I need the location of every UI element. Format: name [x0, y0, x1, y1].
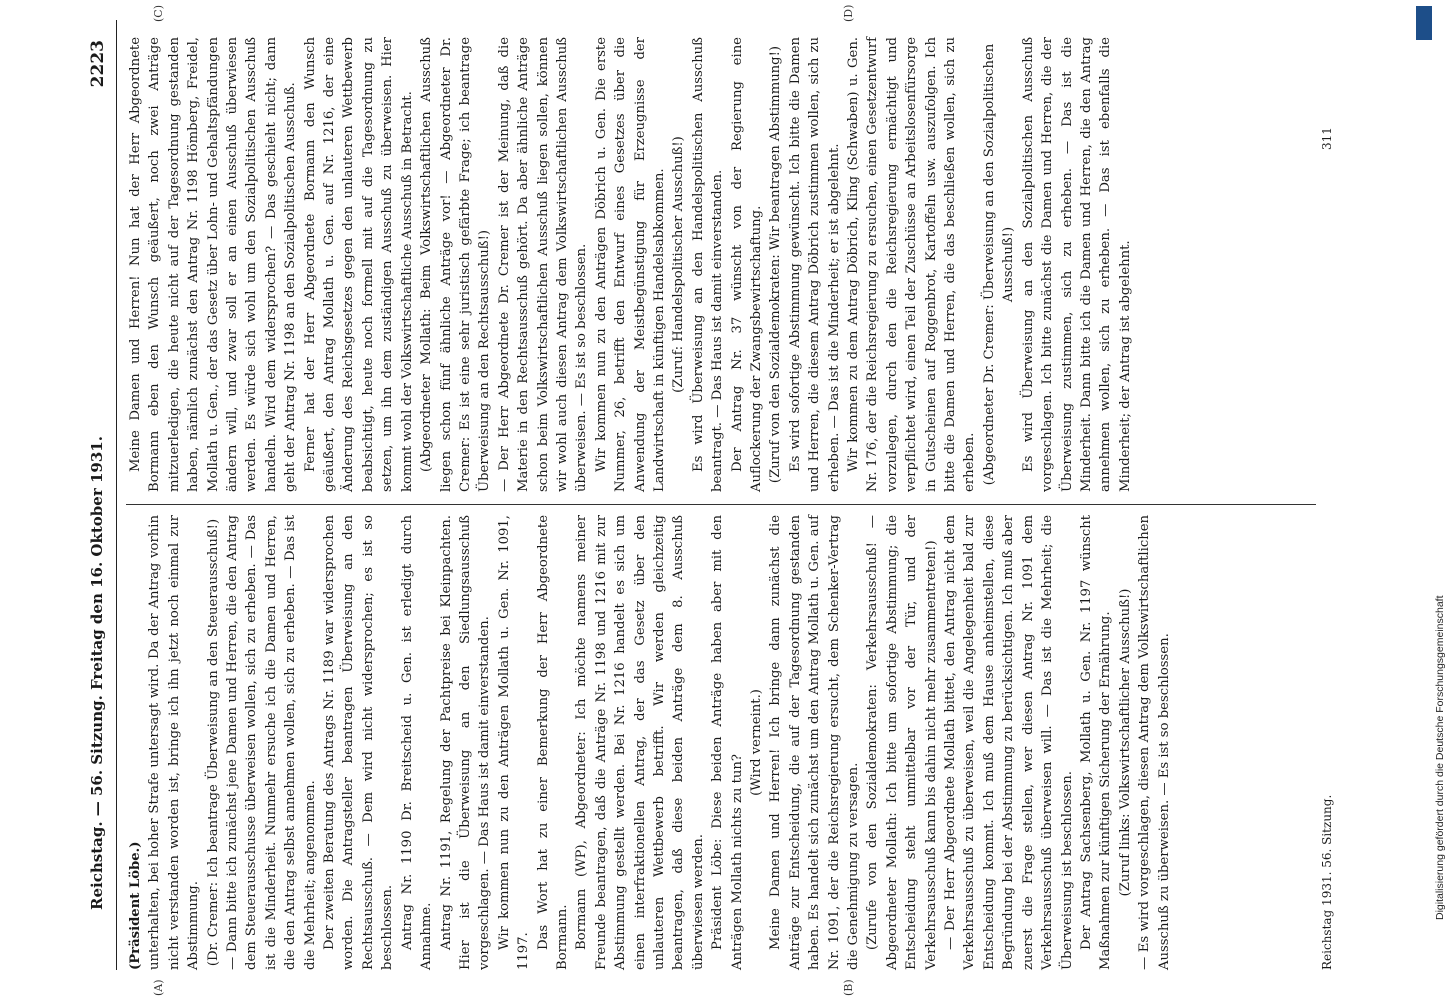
margin-mark-a: (A) [152, 979, 165, 996]
right-column-paragraph: Meine Damen und Herren! Nun hat der Herr Abgeordnete Bormann eben den Wunsch geäußert, noch zwei Anträge mitzuerledigen, die heute nicht auf der Tagesordnung gestanden haben, nämlich zunächst den Antrag Nr. 1198 Hömberg, Freidel, Mollath u. Gen., der das Gesetz über Lohn- und Gehaltspfändungen ändern will, und zwar soll er an einen Ausschuß überwiesen werden. Es würde sich wohl um den Sozialpolitischen Ausschuß handeln. Wird dem widersprochen? — Das geschieht nicht; dann geht der Antrag Nr. 1198 an den Sozialpolitischen Ausschuß. [128, 37, 299, 492]
left-column-paragraph: Antrag Nr. 1190 Dr. Breitscheid u. Gen. ist erledigt durch Annahme. [399, 515, 435, 970]
dfg-logo [1416, 6, 1432, 40]
column-divider [126, 504, 1316, 505]
left-column-paragraph: (Wird verneint.) [749, 689, 764, 796]
right-column-paragraph: — Der Herr Abgeordnete Dr. Cremer ist der Meinung, daß die Materie in den Rechtsausschuß gehört. Da aber ähnliche Anträge schon beim Volkswirtschaftlichen Ausschuß liegen sollen, können wir wohl auch diesen Antrag dem Volkswirtschaftlichen Ausschuß überweisen. — Es ist so beschlossen. [496, 37, 590, 492]
left-column-paragraph: (Zurufe von den Sozialdemokraten: Verkehrsausschuß! — Abgeordneter Mollath: Ich bitte um sofortige Abstimmung; die Entscheidung steht unmittelbar vor der Tür, und der Verkehrsausschuß kann bis dahin nicht mehr zusammentreten!) [865, 515, 939, 970]
left-column-paragraph: — Der Herr Abgeordnete Mollath bittet, den Antrag nicht dem Verkehrsausschuß zu überweisen, weil die Angelegenheit bald zur Entscheidung kommt. Ich muß dem Hause anheimstellen, diese Begründung bei der Abstimmung zu berücksichtigen. Ich muß aber zuerst die Frage stellen, wer diesen Antrag Nr. 1091 dem Verkehrsausschuß überweisen will. — Das ist die Mehrheit; die Überweisung ist beschlossen. [943, 515, 1075, 970]
header-page-number: 2223 [88, 40, 108, 88]
left-column-paragraph: Präsident Löbe: Diese beiden Anträge haben aber mit den Anträgen Mollath nichts zu tun? [710, 515, 745, 970]
right-column-paragraph: Es wird Überweisung an den Sozialpolitischen Ausschuß vorgeschlagen. Ich bitte zunächst die Damen und Herren, die der Überweisung zustimmen, sich zu erheben. — Das ist die Minderheit. Dann bitte ich die Damen und Herren, die den Antrag annehmen wollen, sich zu erheben. — Das ist ebenfalls die Minderheit; der Antrag ist abgelehnt. [1020, 37, 1133, 492]
left-column-paragraph: — Es wird vorgeschlagen, diesen Antrag dem Volkswirtschaftlichen Ausschuß zu überweisen. — Es ist so beschlossen. [1137, 515, 1172, 970]
footer-left: Reichstag 1931. 56. Sitzung. [1320, 794, 1334, 970]
left-column-paragraph: Bormann (WP), Abgeordneter: Ich möchte namens meiner Freunde beantragen, daß die Anträge Nr. 1198 und 1216 mit zur Abstimmung gestellt werden. Bei Nr. 1216 handelt es sich um einen interfraktionellen Antrag, der das Gesetz über den unlauteren Wettbewerb betrifft. Wir werden gleichzeitig beantragen, daß diese beiden Anträge dem 8. Ausschuß überwiesen werden. [574, 515, 706, 970]
digitization-credit: Digitalisierung gefördert durch die Deutsche Forschungsgemeinschaft [1434, 595, 1446, 920]
left-column-paragraph: (Zuruf links: Volkswirtschaftlicher Ausschuß!) [1117, 588, 1133, 897]
left-column-paragraph: Der zweiten Beratung des Antrags Nr. 1189 war widersprochen worden. Die Antragsteller beantragen Überweisung an den Rechtsausschuß. — Dem wird nicht widersprochen; es ist so beschlossen. [322, 515, 396, 970]
left-column-paragraph: (Präsident Löbe.) [128, 841, 143, 970]
right-column-paragraph: (Zuruf von den Sozialdemokraten: Wir beantragen Abstimmung!) [768, 45, 784, 484]
margin-mark-d: (D) [842, 4, 855, 22]
right-column-paragraph: Der Antrag Nr. 37 wünscht von der Regierung eine Auflockerung der Zwangsbewirtschaftung. [729, 37, 764, 492]
right-column-paragraph: Ferner hat der Herr Abgeordnete Bormann den Wunsch geäußert, den Antrag Mollath u. Gen. auf Nr. 1216, der eine Änderung des Reichsgesetzes gegen den unlauteren Wettbewerb beabsichtigt, heute noch formell mit auf die Tagesordnung zu setzen, um ihn dem zuständigen Ausschuß zu überweisen. Hier kommt wohl der Volkswirtschaftliche Ausschuß in Betracht. [302, 37, 415, 492]
footer-sheet-number: 311 [1320, 127, 1334, 150]
right-column-paragraph: Es wird Überweisung an den Handelspolitischen Ausschuß beantragt. — Das Haus ist damit einverstanden. [690, 37, 726, 492]
left-column-paragraph: unterhalten, bei hoher Strafe untersagt wird. Da der Antrag vorhin nicht verstanden worden ist, bringe ich ihn jetzt noch einmal zur Abstimmung. [147, 515, 202, 970]
right-column-paragraph: (Abgeordneter Dr. Cremer: Überweisung an den Sozialpolitischen Ausschuß!) [981, 43, 1017, 486]
left-column-paragraph: Meine Damen und Herren! Ich bringe dann zunächst die Anträge zur Entscheidung, die auf der Tagesordnung gestanden haben. Es handelt sich zunächst um den Antrag Mollath u. Gen. auf Nr. 1091, der die Reichsregierung ersucht, dem Schenker-Vertrag die Genehmigung zu versagen. [768, 515, 862, 970]
dfg-logo-text: DFG [1432, 16, 1443, 38]
left-column-paragraph: (Dr. Cremer: Ich beantrage Überweisung an den Steuerausschuß!) [205, 518, 221, 967]
page-content [82, 4, 1334, 996]
left-column-paragraph: Antrag Nr. 1191, Regelung der Pachtpreise bei Kleinpachten. Hier ist die Überweisung an den Siedlungsausschuß vorgeschlagen. — Das Haus ist damit einverstanden. [438, 515, 493, 970]
margin-mark-b: (B) [842, 979, 855, 996]
right-text-column [126, 37, 1135, 492]
right-column-paragraph: Wir kommen nun zu den Anträgen Döbrich u. Gen. Die erste Nummer, 26, betrifft den Entwurf eines Gesetzes über die Anwendung der Meistbegünstigung für Erzeugnisse der Landwirtschaft in künftigen Handelsabkommen. [593, 37, 667, 492]
margin-mark-c: (C) [152, 5, 165, 22]
left-column-paragraph: Das Wort hat zu einer Bemerkung der Herr Abgeordnete Bormann. [535, 515, 570, 970]
right-column-paragraph: (Abgeordneter Mollath: Beim Volkswirtschaftlichen Ausschuß liegen schon fünf ähnliche Anträge vor! — Abgeordneter Dr. Cremer: Es ist eine sehr juristisch gefärbte Frage; ich beantrage Überweisung an den Rechtsausschuß!) [419, 37, 493, 492]
right-column-paragraph: (Zuruf: Handelspolitischer Ausschuß!) [671, 136, 687, 393]
left-text-column [126, 515, 1174, 970]
running-header [82, 20, 117, 970]
header-title: Reichstag. — 56. Sitzung. Freitag den 16. Oktober 1931. [88, 436, 106, 910]
left-column-paragraph: — Dann bitte ich zunächst jene Damen und Herren, die den Antrag dem Steuerausschusse überweisen wollen, sich zu erheben. — Das ist die Minderheit. Nunmehr ersuche ich die Damen und Herren, die den Antrag selbst annehmen wollen, sich zu erheben. — Das ist die Mehrheit; angenommen. [225, 515, 318, 970]
left-column-paragraph: Wir kommen nun zu den Anträgen Mollath u. Gen. Nr. 1091, 1197. [496, 515, 532, 970]
right-column-paragraph: Es wird sofortige Abstimmung gewünscht. Ich bitte die Damen und Herren, die diesem Antrag Döbrich zustimmen wollen, sich zu erheben. — Das ist die Minderheit; er ist abgelehnt. [787, 37, 842, 492]
right-column-paragraph: Wir kommen zu dem Antrag Döbrich, Kling (Schwaben) u. Gen. Nr. 176, der die Reichsregierung zu ersuchen, einen Gesetzentwurf vorzulegen, durch den die Reichsregierung ermächtigt und verpflichtet wird, einen Teil der Zuschüsse an Arbeitslosenfürsorge in Gutscheinen auf Roggenbrot, Kartoffeln usw. auszufolgen. Ich bitte die Damen und Herren, die das beschließen wollen, sich zu erheben. [846, 37, 978, 492]
left-column-paragraph: Der Antrag Sachsenberg, Mollath u. Gen. Nr. 1197 wünscht Maßnahmen zur künftigen Sicherung der Ernährung. [1078, 515, 1114, 970]
